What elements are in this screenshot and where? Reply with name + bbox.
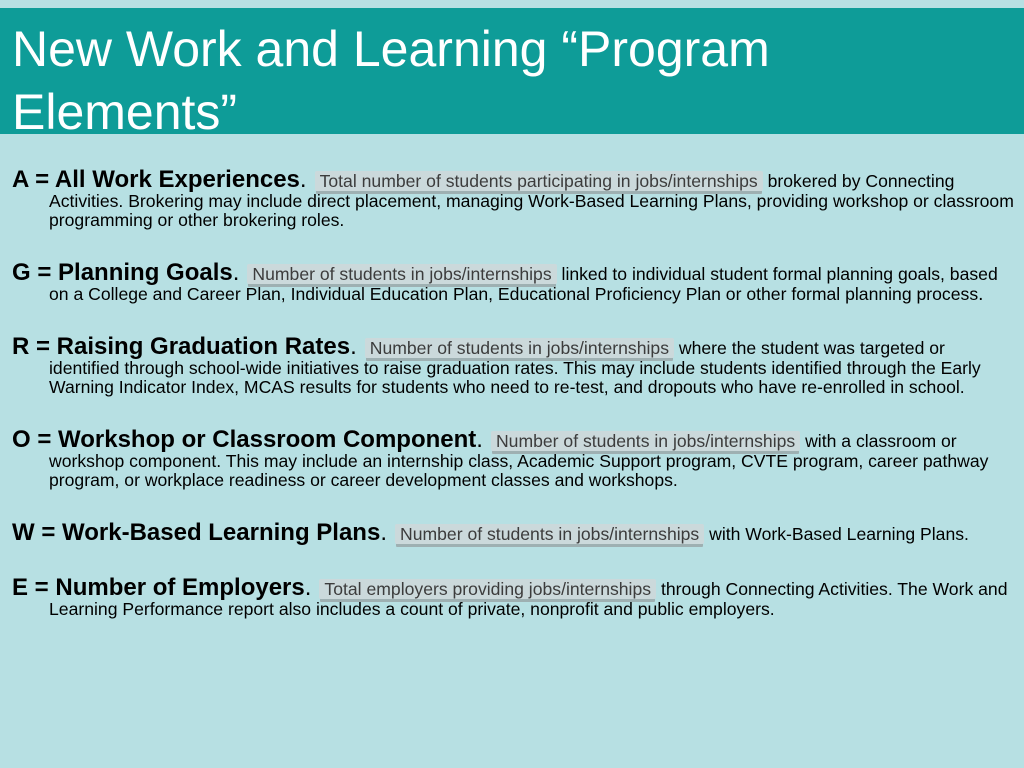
title-bar: [0, 8, 1024, 140]
item-text: with a classroom or workshop component. This may include an internship class, Academic Support program, CVTE program, career pathway program, or workplace readiness or career development classes and workshops.: [49, 431, 989, 490]
program-elements-list: [12, 168, 1016, 619]
list-item: W = Work-Based Learning Plans. Number of students in jobs/internships with Work-Based Learning Plans.: [12, 519, 969, 546]
item-text: through Connecting Activities. The Work and Learning Performance report also includes a count of private, nonprofit and public employers.: [49, 579, 1008, 619]
list-item: E = Number of Employers. Total employers providing jobs/internships through Connecting Activities. The Work and Learning Performance report also includes a count of private, nonprofit and public employers.: [12, 574, 1008, 619]
item-text: linked to individual student formal planning goals, based on a College and Career Plan, Individual Education Plan, Educational Proficiency Plan or other formal planning process: [49, 264, 998, 304]
list-item: R = Raising Graduation Rates. Number of students in jobs/internships where the student was targeted or identified through school-wide initiatives to raise graduation rates. This may include students identified through the Early Warning Indicator Index, MCAS results for students who need to re-test, and dropouts who have re-enrolled in school.: [12, 333, 981, 397]
item-highlight: Number of students in jobs/internships: [247, 264, 556, 284]
slide-title: New Work and Learning “Program Elements”: [12, 21, 770, 140]
list-item: O = Workshop or Classroom Component. Number of students in jobs/internships with a classroom or workshop component. This may include an internship class, Academic Support program, CVTE program, career pathway program, or workplace readiness or career development classes and workshops.: [12, 426, 989, 490]
item-highlight: Number of students in jobs/internships: [395, 524, 704, 544]
item-heading: R = Raising Graduation Rates: [12, 333, 351, 360]
item-heading: W = Work-Based Learning Plans: [12, 519, 381, 546]
list-item: A = All Work Experiences. Total number of students participating in jobs/internships brokered by Connecting Activities. Brokering may include direct placement, managing Work-Based Learning Plans, providing workshop or classroom programming or other brokering roles.: [12, 166, 1014, 230]
item-heading: O = Workshop or Classroom Component: [12, 426, 477, 453]
item-text: where the student was targeted or identified through school-wide initiatives to raise graduation rates. This may include students identified through the Early Warning Indicator Index, MCAS results for students who need to re-test, and dropouts who have re-enrolled in school.: [49, 338, 981, 397]
item-highlight: Total employers providing jobs/internships: [319, 579, 656, 599]
item-heading: E = Number of Employers: [12, 574, 305, 601]
item-heading: G = Planning Goals: [12, 259, 233, 286]
item-text: with Work-Based Learning Plans.: [704, 524, 969, 544]
item-highlight: Total number of students participating in jobs/internships: [315, 171, 763, 191]
list-item: G = Planning Goals. Number of students in jobs/internships linked to individual student formal planning goals, based on a College and Career Plan, Individual Education Plan, Educational Proficiency Plan or other formal planning process.: [12, 259, 998, 305]
item-heading: A = All Work Experiences: [12, 166, 300, 193]
item-highlight: Number of students in jobs/internships: [365, 338, 674, 358]
item-text: brokered by Connecting Activities. Brokering may include direct placement, managing Work-Based Learning Plans, providing workshop or classroom programming or other brokering roles.: [49, 171, 1014, 230]
item-highlight: Number of students in jobs/internships: [491, 431, 800, 451]
